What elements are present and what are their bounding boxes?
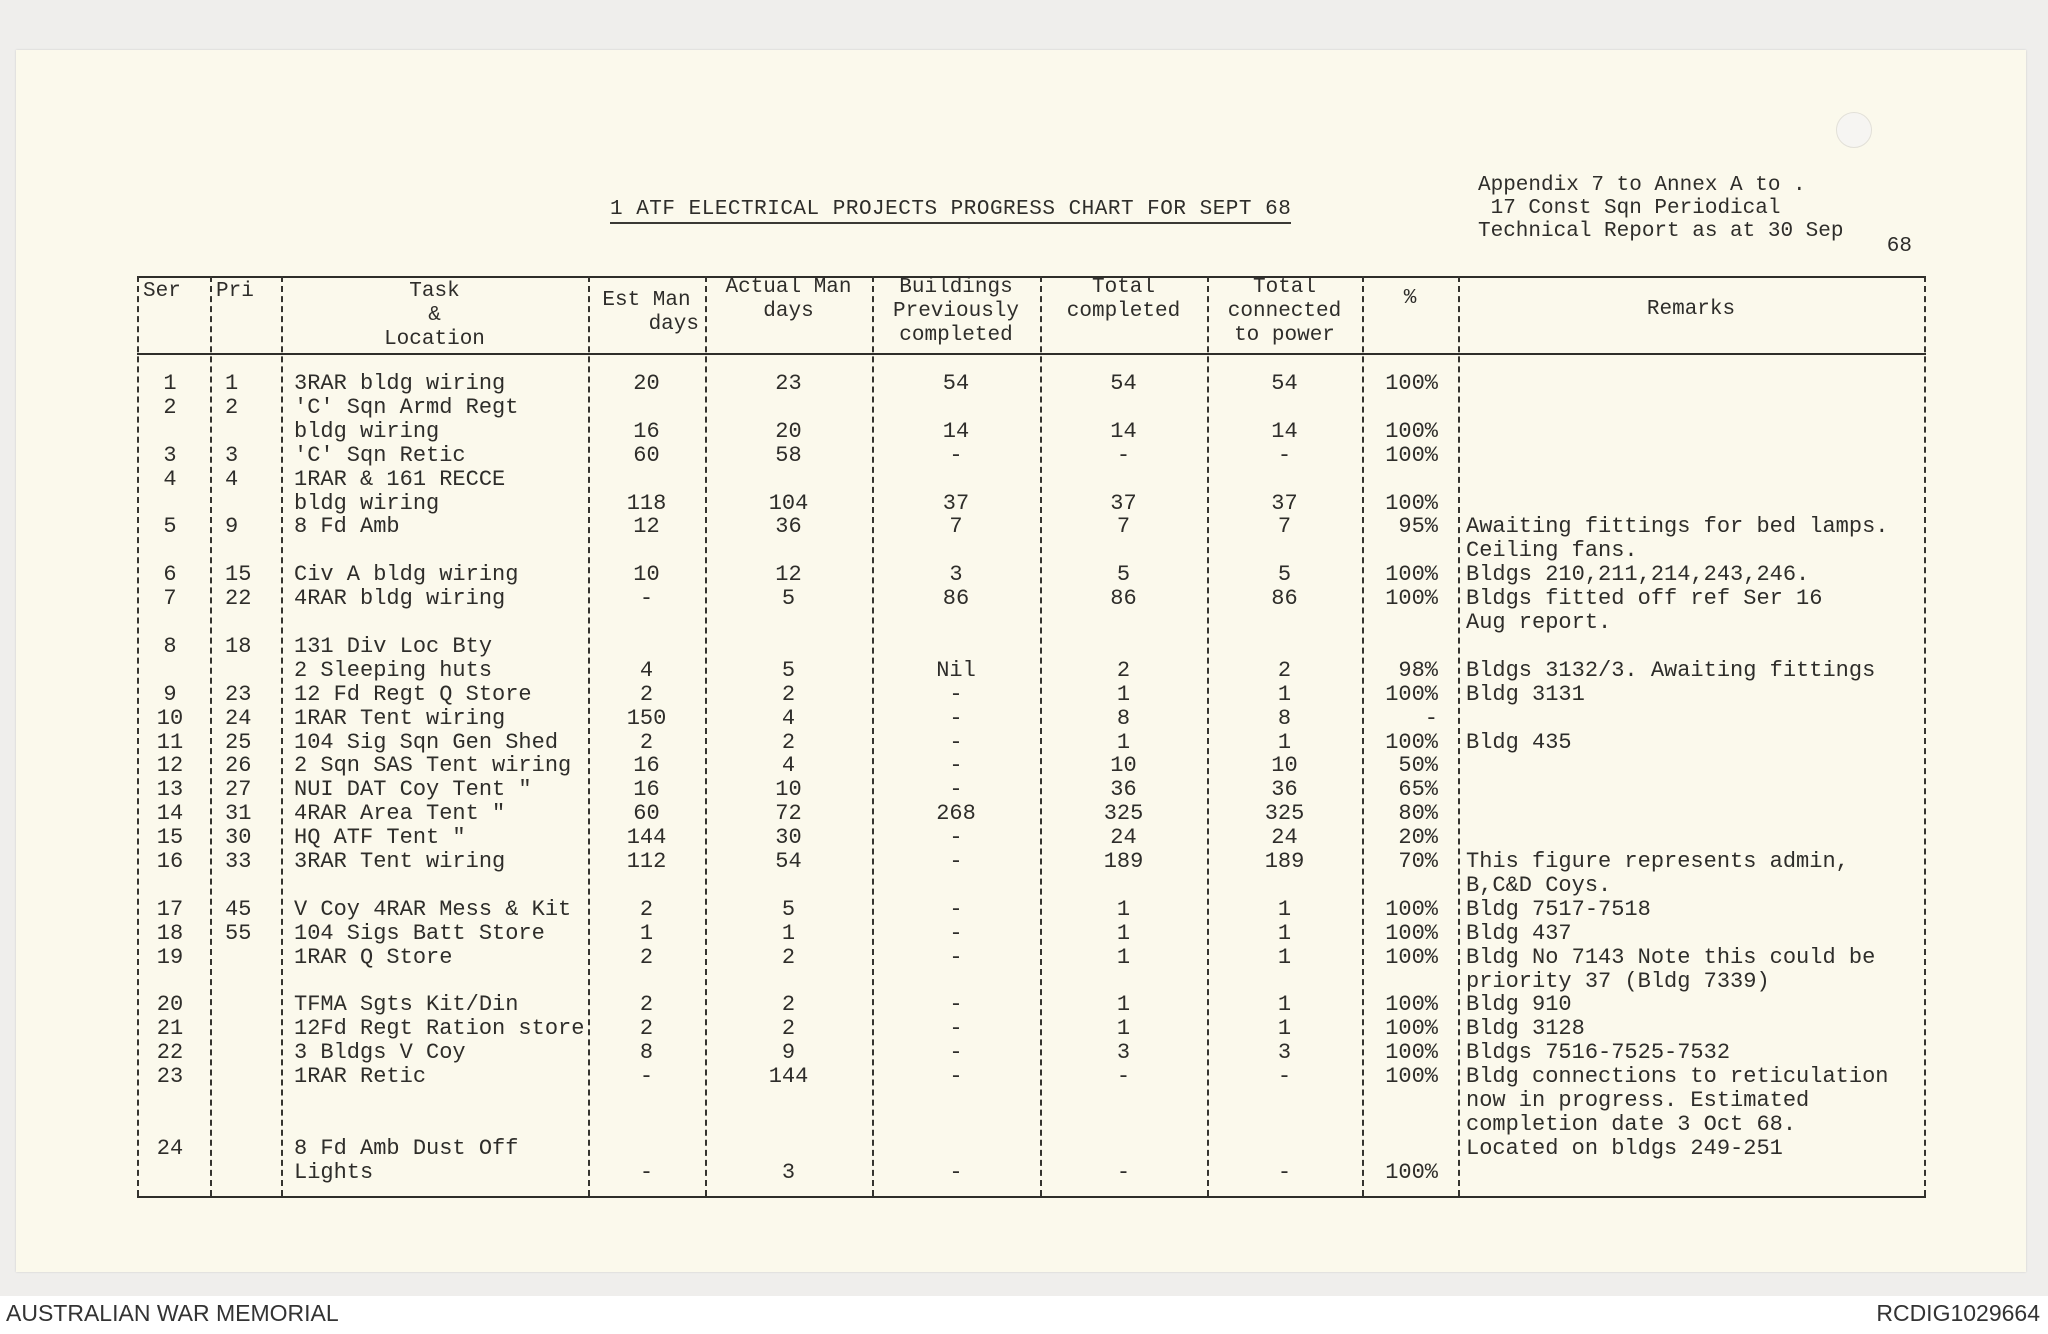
cell-prev: 3 <box>949 562 963 588</box>
cell-actual: 5 <box>781 657 796 683</box>
header-label: days <box>763 300 814 323</box>
header-label: Total <box>1091 276 1155 299</box>
cell-task: 104 Sig Sqn Gen Shed <box>294 729 559 755</box>
cell-pri: 22 <box>225 586 252 612</box>
cell-total: 37 <box>1110 490 1137 516</box>
cell-ser: 23 <box>156 1064 184 1090</box>
cell-pri: 15 <box>225 562 252 588</box>
column-divider <box>210 276 212 1196</box>
cell-prev: 7 <box>949 514 963 540</box>
cell-prev: - <box>949 1064 963 1090</box>
cell-est: 112 <box>626 849 667 874</box>
cell-remarks: completion date 3 Oct 68. <box>1466 1111 1797 1137</box>
header-label: Total <box>1252 276 1316 299</box>
cell-pct: 100% <box>1385 992 1438 1018</box>
cell-task: 3 Bldgs V Coy <box>294 1040 466 1066</box>
cell-prev: - <box>949 944 963 970</box>
cell-pri: 25 <box>225 729 252 755</box>
header-label: completed <box>1066 300 1181 323</box>
header-remarks <box>1458 298 1924 322</box>
cell-pct: 65% <box>1398 777 1438 803</box>
cell-remarks: Bldg 435 <box>1466 729 1572 755</box>
cell-total: 1 <box>1116 944 1131 970</box>
cell-task: 8 Fd Amb <box>294 514 400 540</box>
cell-pct: 100% <box>1385 562 1438 588</box>
cell-remarks: Awaiting fittings for bed lamps. <box>1466 514 1889 540</box>
cell-pri: 33 <box>225 849 252 874</box>
cell-connected: 3 <box>1277 1040 1292 1066</box>
cell-ser: 5 <box>163 514 177 540</box>
cell-connected: 7 <box>1277 514 1292 540</box>
cell-est: 60 <box>633 442 660 468</box>
cell-actual: 9 <box>781 1040 796 1066</box>
cell-total: 8 <box>1116 705 1131 731</box>
cell-total: 189 <box>1103 849 1144 874</box>
cell-remarks: priority 37 (Bldg 7339) <box>1466 968 1770 994</box>
column-divider <box>281 276 283 1196</box>
cell-actual: 10 <box>775 777 802 803</box>
cell-ser: 13 <box>156 777 184 803</box>
cell-task: 3RAR Tent wiring <box>294 849 506 874</box>
header-label: days <box>648 313 699 336</box>
header-ser <box>137 280 216 304</box>
cell-remarks: Bldgs 210,211,214,243,246. <box>1466 562 1810 588</box>
cell-remarks: Bldg 7517-7518 <box>1466 896 1651 922</box>
cell-prev: - <box>949 896 963 922</box>
cell-pri: 55 <box>225 920 252 946</box>
cell-est: 150 <box>626 705 667 731</box>
header-label: Remarks <box>1646 298 1736 321</box>
cell-prev: 37 <box>942 490 970 516</box>
cell-task: 'C' Sqn Retic <box>294 442 466 468</box>
header-pct <box>1362 287 1458 311</box>
cell-ser: 20 <box>156 992 184 1018</box>
cell-pct: 20% <box>1398 825 1438 851</box>
cell-prev: - <box>949 442 963 468</box>
cell-connected: 24 <box>1271 825 1298 851</box>
cell-actual: 23 <box>775 371 802 396</box>
cell-total: 1 <box>1116 681 1131 707</box>
cell-actual: 36 <box>775 514 802 540</box>
cell-remarks: Bldg 3131 <box>1466 681 1585 707</box>
cell-total: 54 <box>1110 371 1137 396</box>
header-label: % <box>1403 287 1417 310</box>
cell-connected: 325 <box>1264 801 1305 827</box>
cell-ser: 21 <box>156 1016 184 1042</box>
footer-bar <box>0 1296 2048 1334</box>
cell-ser: 9 <box>163 681 177 707</box>
cell-total: 5 <box>1116 562 1131 588</box>
cell-pri: 3 <box>225 442 239 468</box>
cell-connected: 8 <box>1277 705 1292 731</box>
cell-actual: 2 <box>781 681 796 707</box>
cell-pct: 100% <box>1385 490 1438 516</box>
footer-institution: AUSTRALIAN WAR MEMORIAL <box>6 1300 339 1326</box>
cell-prev: - <box>949 753 963 779</box>
cell-prev: 54 <box>942 371 970 396</box>
header-label: connected <box>1227 300 1342 323</box>
appendix-line: 68 <box>1886 235 1912 258</box>
cell-pct: 100% <box>1385 729 1438 755</box>
cell-connected: 1 <box>1277 944 1292 970</box>
cell-remarks: Bldg No 7143 Note this could be <box>1466 944 1876 970</box>
cell-remarks: Bldgs fitted off ref Ser 16 <box>1466 586 1823 612</box>
cell-total: 3 <box>1116 1040 1131 1066</box>
cell-ser: 8 <box>163 633 177 659</box>
cell-remarks: This figure represents admin, <box>1466 849 1849 874</box>
header-pri <box>210 280 287 304</box>
cell-connected: 1 <box>1277 729 1292 755</box>
header-label: to power <box>1234 324 1335 347</box>
cell-actual: 12 <box>775 562 802 588</box>
cell-pri: 24 <box>225 705 252 731</box>
cell-total: 36 <box>1110 777 1137 803</box>
cell-task: 12Fd Regt Ration store <box>294 1016 585 1042</box>
cell-est: 16 <box>633 753 660 779</box>
cell-ser: 24 <box>156 1135 184 1161</box>
header-label: Task <box>409 280 460 303</box>
cell-connected: 36 <box>1271 777 1298 803</box>
cell-pct: 100% <box>1385 371 1438 396</box>
cell-connected: 1 <box>1277 1016 1292 1042</box>
cell-connected: 1 <box>1277 992 1292 1018</box>
cell-task: 12 Fd Regt Q Store <box>294 681 532 707</box>
cell-total: 325 <box>1103 801 1144 827</box>
cell-total: 1 <box>1116 729 1131 755</box>
cell-task: 1RAR & 161 RECCE <box>294 466 506 492</box>
cell-actual: 2 <box>781 1016 796 1042</box>
cell-ser: 3 <box>163 442 177 468</box>
appendix-line: Appendix 7 to Annex A to . <box>1478 174 1806 197</box>
header-label: Previously <box>892 300 1020 323</box>
header-divider <box>137 353 1926 355</box>
cell-total: - <box>1116 1064 1131 1090</box>
cell-remarks: Bldg 3128 <box>1466 1016 1585 1042</box>
cell-remarks: Bldgs 3132/3. Awaiting fittings <box>1466 657 1876 683</box>
cell-est: 12 <box>633 514 660 540</box>
header-label: Actual Man <box>725 276 852 299</box>
header-label: Ser <box>143 280 181 303</box>
cell-pri: 31 <box>225 801 252 827</box>
cell-task: Civ A bldg wiring <box>294 562 519 588</box>
cell-est: 1 <box>639 920 654 946</box>
header-actual <box>705 276 872 324</box>
column-divider <box>1458 276 1460 1196</box>
cell-prev: Nil <box>936 657 976 683</box>
header-est <box>588 289 705 337</box>
cell-est: 60 <box>633 801 660 827</box>
cell-prev: 14 <box>942 418 970 444</box>
header-connected <box>1207 276 1362 348</box>
header-label: & <box>428 304 441 327</box>
table-border <box>1924 276 1926 1196</box>
cell-pri: 27 <box>225 777 252 803</box>
cell-pct: 100% <box>1385 1016 1438 1042</box>
cell-pct: 100% <box>1385 681 1438 707</box>
cell-connected: 1 <box>1277 920 1292 946</box>
cell-actual: 5 <box>781 586 796 612</box>
cell-est: 2 <box>639 896 654 922</box>
cell-task: TFMA Sgts Kit/Din <box>294 992 519 1018</box>
cell-pct: 100% <box>1385 418 1438 444</box>
cell-prev: - <box>949 705 963 731</box>
cell-prev: - <box>949 1159 963 1185</box>
cell-remarks: now in progress. Estimated <box>1466 1088 1810 1113</box>
cell-ser: 14 <box>156 801 184 827</box>
header-prev <box>872 276 1040 348</box>
cell-ser: 1 <box>163 371 177 396</box>
cell-connected: 189 <box>1264 849 1305 874</box>
cell-pct: 100% <box>1385 944 1438 970</box>
header-task <box>281 280 588 352</box>
appendix-line: Technical Report as at 30 Sep <box>1478 220 1844 243</box>
cell-ser: 16 <box>156 849 184 874</box>
cell-task: Lights <box>294 1159 374 1185</box>
cell-pri: 45 <box>225 896 252 922</box>
appendix-line: 17 Const Sqn Periodical <box>1478 197 1781 220</box>
cell-remarks: Ceiling fans. <box>1466 538 1638 564</box>
cell-task: 4RAR bldg wiring <box>294 586 506 612</box>
cell-est: 8 <box>639 1040 654 1066</box>
cell-est: 2 <box>639 992 654 1018</box>
cell-pct: 100% <box>1385 920 1438 946</box>
cell-task: 1RAR Retic <box>294 1064 427 1090</box>
cell-actual: 3 <box>781 1159 796 1185</box>
header-label: Location <box>384 328 485 351</box>
cell-actual: 4 <box>781 753 796 779</box>
cell-total: 7 <box>1116 514 1131 540</box>
cell-total: - <box>1116 1159 1131 1185</box>
cell-task: 131 Div Loc Bty <box>294 633 493 659</box>
cell-connected: 2 <box>1277 657 1292 683</box>
cell-remarks: Bldg 437 <box>1466 920 1572 946</box>
cell-task: 2 Sqn SAS Tent wiring <box>294 753 572 779</box>
cell-total: 14 <box>1110 418 1137 444</box>
cell-pri: 26 <box>225 753 252 779</box>
cell-est: 16 <box>633 418 660 444</box>
cell-prev: - <box>949 849 963 874</box>
cell-est: - <box>639 1064 654 1090</box>
cell-est: 4 <box>639 657 654 683</box>
cell-connected: 10 <box>1271 753 1298 779</box>
cell-est: 20 <box>633 371 660 396</box>
cell-remarks: Aug report. <box>1466 610 1612 635</box>
cell-connected: 1 <box>1277 681 1292 707</box>
cell-total: - <box>1116 442 1131 468</box>
cell-pri: 30 <box>225 825 252 851</box>
table-border <box>137 1196 1926 1198</box>
cell-ser: 18 <box>156 920 184 946</box>
cell-total: 24 <box>1110 825 1137 851</box>
cell-est: 118 <box>626 490 667 516</box>
cell-pri: 18 <box>225 633 252 659</box>
cell-connected: 5 <box>1277 562 1292 588</box>
cell-pct: - <box>1424 705 1438 731</box>
cell-pct: 98% <box>1398 657 1438 683</box>
cell-prev: - <box>949 1016 963 1042</box>
cell-prev: 86 <box>942 586 970 612</box>
cell-prev: - <box>949 992 963 1018</box>
cell-remarks: Bldgs 7516-7525-7532 <box>1466 1040 1731 1066</box>
cell-pct: 80% <box>1398 801 1438 827</box>
header-label: completed <box>899 324 1013 347</box>
cell-ser: 6 <box>163 562 177 588</box>
cell-task: NUI DAT Coy Tent " <box>294 777 532 803</box>
cell-ser: 4 <box>163 466 177 492</box>
cell-prev: - <box>949 920 963 946</box>
cell-total: 1 <box>1116 992 1131 1018</box>
cell-prev: - <box>949 681 963 707</box>
cell-connected: 1 <box>1277 896 1292 922</box>
cell-actual: 30 <box>775 825 802 851</box>
header-label: Pri <box>216 280 254 303</box>
cell-pri: 1 <box>225 371 239 396</box>
cell-actual: 2 <box>781 729 796 755</box>
cell-task: 2 Sleeping huts <box>294 657 493 683</box>
cell-pct: 100% <box>1385 1159 1438 1185</box>
cell-actual: 20 <box>775 418 802 444</box>
cell-prev: - <box>949 729 963 755</box>
cell-ser: 10 <box>156 705 184 731</box>
cell-ser: 12 <box>156 753 184 779</box>
cell-actual: 2 <box>781 992 796 1018</box>
cell-task: 1RAR Q Store <box>294 944 453 970</box>
cell-prev: - <box>949 777 963 803</box>
cell-pct: 100% <box>1385 586 1438 612</box>
cell-connected: - <box>1277 1159 1292 1185</box>
cell-connected: - <box>1277 442 1292 468</box>
cell-task: 8 Fd Amb Dust Off <box>294 1135 519 1161</box>
cell-total: 2 <box>1116 657 1131 683</box>
cell-connected: - <box>1277 1064 1292 1090</box>
cell-connected: 14 <box>1271 418 1298 444</box>
cell-actual: 5 <box>781 896 796 922</box>
cell-task: 3RAR bldg wiring <box>294 371 506 396</box>
cell-actual: 54 <box>775 849 802 874</box>
cell-pct: 100% <box>1385 896 1438 922</box>
cell-remarks: Located on bldgs 249-251 <box>1466 1135 1783 1161</box>
cell-ser: 17 <box>156 896 184 922</box>
cell-task: 4RAR Area Tent " <box>294 801 506 827</box>
cell-total: 86 <box>1110 586 1137 612</box>
cell-task: 104 Sigs Batt Store <box>294 920 545 946</box>
cell-pct: 100% <box>1385 442 1438 468</box>
cell-remarks: Bldg 910 <box>1466 992 1572 1018</box>
cell-total: 1 <box>1116 896 1131 922</box>
cell-est: 10 <box>633 562 660 588</box>
cell-task: bldg wiring <box>294 418 440 444</box>
cell-ser: 19 <box>156 944 184 970</box>
cell-prev: - <box>949 825 963 851</box>
header-label: Buildings <box>899 276 1013 299</box>
cell-actual: 4 <box>781 705 796 731</box>
cell-actual: 58 <box>775 442 802 468</box>
footer-record-id: RCDIG1029664 <box>1876 1300 2040 1326</box>
cell-remarks: Bldg connections to reticulation <box>1466 1064 1889 1090</box>
cell-est: - <box>639 586 654 612</box>
cell-ser: 15 <box>156 825 184 851</box>
cell-actual: 1 <box>781 920 796 946</box>
cell-actual: 104 <box>768 490 809 516</box>
cell-ser: 7 <box>163 586 177 612</box>
cell-est: 2 <box>639 681 654 707</box>
cell-est: 2 <box>639 944 654 970</box>
cell-est: 2 <box>639 1016 654 1042</box>
cell-pri: 23 <box>225 681 252 707</box>
cell-est: - <box>639 1159 654 1185</box>
cell-prev: 268 <box>936 801 976 827</box>
document-title: 1 ATF ELECTRICAL PROJECTS PROGRESS CHART FOR SEPT 68 <box>610 198 1291 224</box>
cell-connected: 86 <box>1271 586 1298 612</box>
cell-task: V Coy 4RAR Mess & Kit <box>294 896 572 922</box>
cell-actual: 2 <box>781 944 796 970</box>
cell-remarks: B,C&D Coys. <box>1466 872 1612 898</box>
header-label: Est Man <box>602 289 691 312</box>
cell-pct: 70% <box>1398 849 1438 874</box>
header-total <box>1040 276 1207 324</box>
cell-pct: 50% <box>1398 753 1438 779</box>
cell-est: 2 <box>639 729 654 755</box>
cell-actual: 72 <box>775 801 802 827</box>
cell-ser: 2 <box>163 394 177 420</box>
cell-pri: 9 <box>225 514 239 540</box>
cell-task: 1RAR Tent wiring <box>294 705 506 731</box>
cell-pct: 100% <box>1385 1040 1438 1066</box>
cell-task: HQ ATF Tent " <box>294 825 466 851</box>
cell-connected: 37 <box>1271 490 1298 516</box>
cell-pri: 2 <box>225 394 239 420</box>
cell-total: 1 <box>1116 1016 1131 1042</box>
cell-prev: - <box>949 1040 963 1066</box>
cell-pct: 100% <box>1385 1064 1438 1090</box>
cell-pri: 4 <box>225 466 239 492</box>
cell-pct: 95% <box>1398 514 1438 540</box>
cell-ser: 22 <box>156 1040 184 1066</box>
cell-est: 144 <box>626 825 667 851</box>
cell-total: 1 <box>1116 920 1131 946</box>
cell-connected: 54 <box>1271 371 1298 396</box>
cell-task: bldg wiring <box>294 490 440 516</box>
cell-actual: 144 <box>768 1064 809 1090</box>
cell-total: 10 <box>1110 753 1137 779</box>
cell-ser: 11 <box>156 729 184 755</box>
cell-task: 'C' Sqn Armd Regt <box>294 394 519 420</box>
cell-est: 16 <box>633 777 660 803</box>
